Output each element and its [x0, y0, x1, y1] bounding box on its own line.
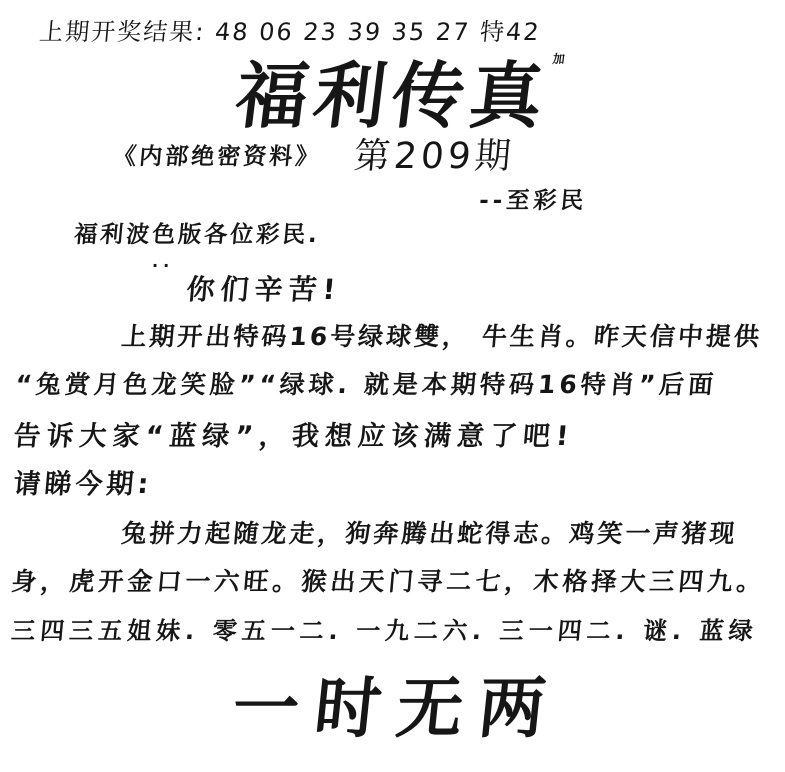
last-draw-result: 上期开奖结果: 48 06 23 39 35 27 特42	[38, 18, 542, 46]
para1-line1: 上期开出特码16号绿球雙， 牛生肖。昨天信中提供	[120, 322, 764, 351]
issue-number: 第209期	[352, 136, 517, 177]
main-title	[0, 38, 785, 142]
title-superscript: 加	[551, 52, 566, 66]
para2-line3: 三四三五姐妹. 零五一二. 一九二六. 三一四二. 谜. 蓝绿	[10, 617, 759, 645]
source-label: 《内部绝密资料》	[112, 144, 323, 170]
para1-line3: 告诉大家“蓝绿”，我想应该满意了吧!	[12, 421, 576, 452]
para2-line1: 兔拼力起随龙走，狗奔腾出蛇得志。鸡笑一声猪现	[120, 519, 739, 548]
para1-line2: “兔赏月色龙笑脸”“绿球. 就是本期特码16特肖”后面	[14, 370, 719, 399]
salutation-address: 福利波色版各位彩民.	[73, 222, 322, 248]
para2-line2: 身，虎开金口一六旺。猴出天门寻二七，木格择大三四九。	[10, 567, 767, 596]
bottom-slogan: 一时无两	[228, 670, 565, 747]
main-title-text: 福利传真	[230, 54, 554, 138]
dedication-line: --至彩民	[478, 188, 589, 214]
greeting-line: 你们辛苦!	[185, 273, 343, 306]
ellipsis-dots: ..	[152, 252, 175, 271]
prompt-line: 请睇今期:	[12, 469, 154, 500]
